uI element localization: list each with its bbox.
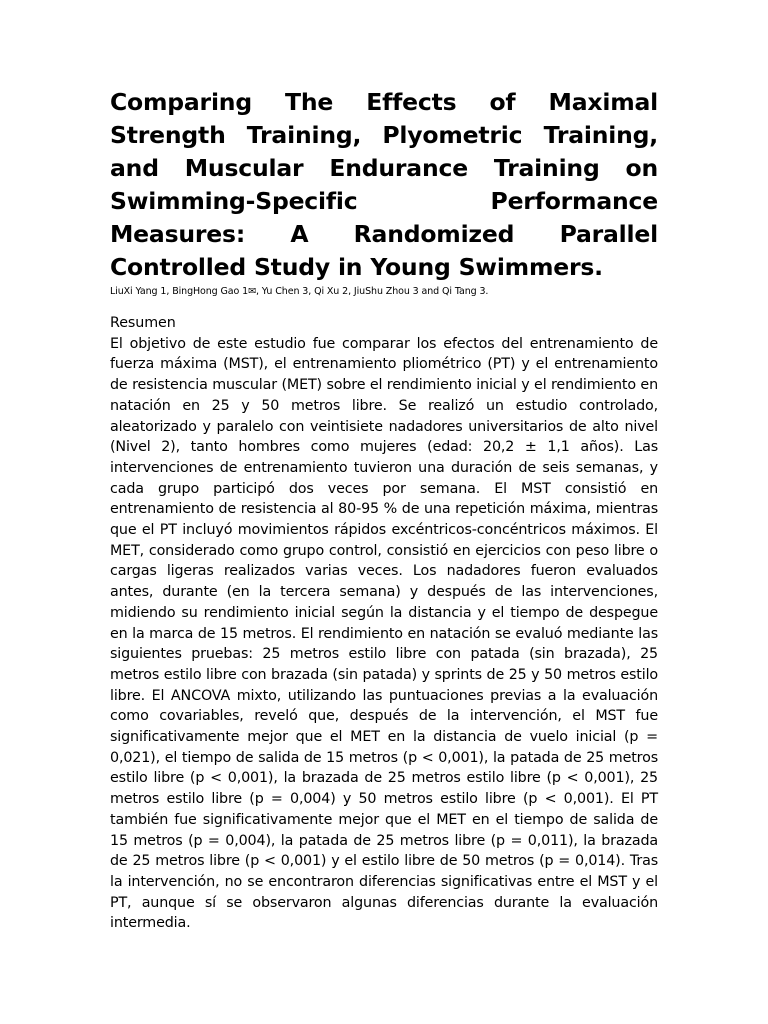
- abstract-heading: Resumen: [110, 315, 176, 331]
- abstract-body: El objetivo de este estudio fue comparar los efectos del entrenamiento de fuerza máxima (MST), el entrenamiento pliométrico (PT) y el entrenamiento de resistencia muscular (MET) sobre el rendimiento inicial y el rendimiento en natación en 25 y 50 metros libre. Se realizó un estudio controlado, aleatorizado y paralelo con veintisiete nadadores universitarios de alto nivel (Nivel 2), tanto hombres como mujeres (edad: 20,2 ± 1,1 años). Las intervenciones de entrenamiento tuvieron una duración de seis semanas, y cada grupo participó dos veces por semana. El MST consistió en entrenamiento de resistencia al 80-95 % de una repetición máxima, mientras que el PT incluyó movimientos rápidos excéntricos-concéntricos máximos. El MET, considerado como grupo control, consistió en ejercicios con peso libre o cargas ligeras realizados varias veces. Los nadadores fueron evaluados antes, durante (en la tercera semana) y después de las intervenciones, midiendo su rendimiento inicial según la distancia y el tiempo de despegue en la marca de 15 metros. El rendimiento en natación se evaluó mediante las siguientes pruebas: 25 metros estilo libre con patada (sin brazada), 25 metros estilo libre con brazada (sin patada) y sprints de 25 y 50 metros estilo libre. El ANCOVA mixto, utilizando las puntuaciones previas a la evaluación como covariables, reveló que, después de la intervención, el MST fue significativamente mejor que el MET en la distancia de vuelo inicial (p = 0,021), el tiempo de salida de 15 metros (p < 0,001), la patada de 25 metros estilo libre (p < 0,001), la brazada de 25 metros estilo libre (p < 0,001), 25 metros estilo libre (p = 0,004) y 50 metros estilo libre (p < 0,001). El PT también fue significativamente mejor que el MET en el tiempo de salida de 15 metros (p = 0,004), la patada de 25 metros libre (p = 0,011), la brazada de 25 metros libre (p < 0,001) y el estilo libre de 50 metros (p = 0,014). Tras la intervención, no se encontraron diferencias significativas entre el MST y el PT, aunque sí se observaron algunas diferencias durante la evaluación intermedia.: [110, 335, 658, 932]
- document-title: Comparing The Effects of Maximal Strength Training, Plyometric Training, and Muscular Endurance Training on Swimming-Specific Performance Measures: A Randomized Parallel Controlled Study in Young Swimmers.: [110, 88, 658, 281]
- document-page: [110, 86, 658, 934]
- author-list: LiuXi Yang 1, BingHong Gao 1✉, Yu Chen 3, Qi Xu 2, JiuShu Zhou 3 and Qi Tang 3.: [110, 286, 489, 297]
